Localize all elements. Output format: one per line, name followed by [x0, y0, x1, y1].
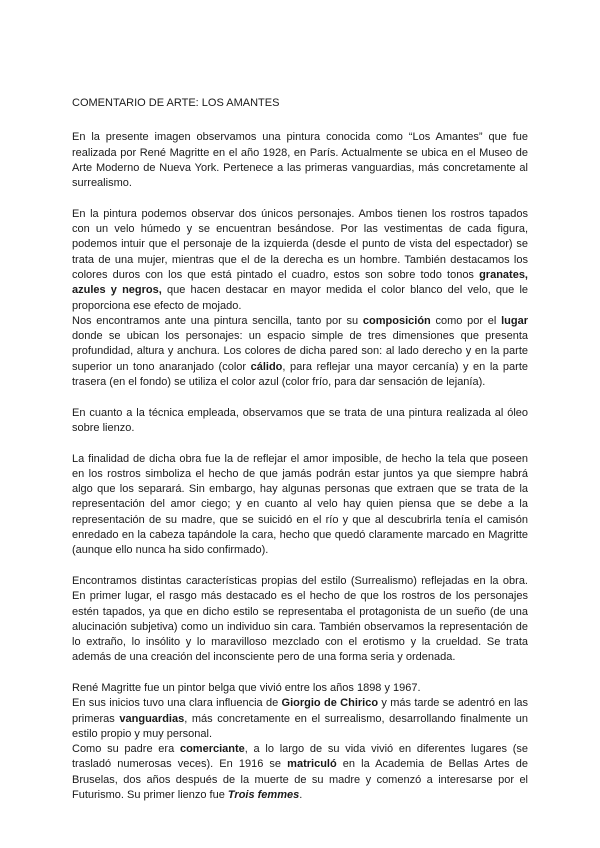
text-run: , a lo largo de su vida vivió en diferentes lugares (se trasladó numerosas veces). En 1916 se — [72, 743, 528, 771]
text-run: y más tarde se adentró en las primeras — [72, 697, 528, 725]
text-run: . — [299, 789, 303, 802]
bold-text: Giorgio de Chirico — [281, 697, 379, 710]
document-page — [72, 96, 528, 803]
paragraph-life — [72, 742, 528, 803]
bold-text: comerciante — [179, 743, 245, 756]
paragraph-style: Encontramos distintas características propias del estilo (Surrealismo) reflejadas en la obra. En primer lugar, el rasgo más destacado es el hecho de que los rostros de los personajes estén tapados, ya que en dicho estilo se representaba el protagonista de un sueño (de una alucinación subjetiva) como un individuo sin cara. También observamos la representación de lo extraño, lo insólito y lo maravilloso mezclado con el erotismo y la crueldad. Se trata además de una creación del inconsciente pero de una forma seria y ordenada. — [72, 574, 528, 664]
paragraph-meaning: La finalidad de dicha obra fue la de reflejar el amor imposible, de hecho la tela que poseen en los rostros simboliza el hecho de que jamás podrán estar juntos ya que siempre habrá algo que los separará. Sin embargo, hay algunas personas que extraen que se trata de la representación del amor ciego; y en cuanto al velo hay quien piensa que se debe a la representación de su madre, que se suicidó en el río y que al descubrirla tenía el camisón enredado en la cabeza tapándole la cara, hecho que quedó claramente marcado en Magritte (aunque ello nunca ha sido confirmado). — [72, 452, 528, 557]
bold-text: lugar — [501, 314, 528, 327]
text-run: que hacen destacar en mayor medida el color blanco del velo, que le proporciona ese efecto de mojado. — [72, 284, 528, 312]
bold-text: matriculó — [287, 758, 337, 771]
text-run: En sus inicios tuvo una clara influencia de — [72, 697, 282, 710]
paragraph-description — [72, 207, 528, 314]
text-run: como por el — [430, 314, 502, 327]
paragraph-technique: En cuanto a la técnica empleada, observamos que se trata de una pintura realizada al óleo sobre lienzo. — [72, 406, 528, 434]
text-run: , más concretamente en el surrealismo, desarrollando finalmente un estilo propio y muy personal. — [72, 712, 528, 740]
paragraph-intro: En la presente imagen observamos una pintura conocida como “Los Amantes” que fue realizada por René Magritte en el año 1928, en París. Actualmente se ubica en el Museo de Arte Moderno de Nueva York. Pertenece a las primeras vanguardias, más concretamente al surrealismo. — [72, 131, 528, 190]
text-run: Como su padre era — [72, 743, 180, 756]
paragraph-composition — [72, 314, 528, 390]
document-title: COMENTARIO DE ARTE: LOS AMANTES — [72, 97, 280, 109]
paragraph-influences — [72, 696, 528, 742]
bold-text: granates, azules y negros, — [72, 268, 528, 297]
text-run: en la Academia de Bellas Artes de Bruselas, dos años después de la muerte de su madre y comenzó a interesarse por el Futurismo. Su primer lienzo fue — [72, 758, 529, 802]
bold-text: cálido — [250, 360, 283, 373]
bold-text: vanguardias — [119, 712, 185, 725]
text-run: donde se ubican los personajes: un espacio simple de tres dimensiones que presenta profundidad, altura y anchura. Los colores de dicha pared son: al lado derecho y en la parte superior un tono anaranjado (color — [72, 330, 528, 373]
text-run: , para reflejar una mayor cercanía) y en la parte trasera (en el fondo) se utiliza el color azul (color frío, para dar sensación de lejanía). — [72, 360, 528, 389]
bold-text: composición — [362, 314, 431, 327]
text-run: En la pintura podemos observar dos únicos personajes. Ambos tienen los rostros tapados con un velo húmedo y se encuentran besándose. Por las vestimentas de cada figura, podemos intuir que el personaje de la izquierda (desde el punto de vista del espectador) se trata de una mujer, mientras que el de la derecha es un hombre. También destacamos los colores duros con los que está pintado el cuadro, estos son sobre todo tonos — [72, 207, 528, 281]
bold-italic-text: Trois femmes — [227, 789, 300, 802]
text-run: Nos encontramos ante una pintura sencilla, tanto por su — [72, 314, 363, 327]
paragraph-biography: René Magritte fue un pintor belga que vivió entre los años 1898 y 1967. — [72, 681, 421, 694]
